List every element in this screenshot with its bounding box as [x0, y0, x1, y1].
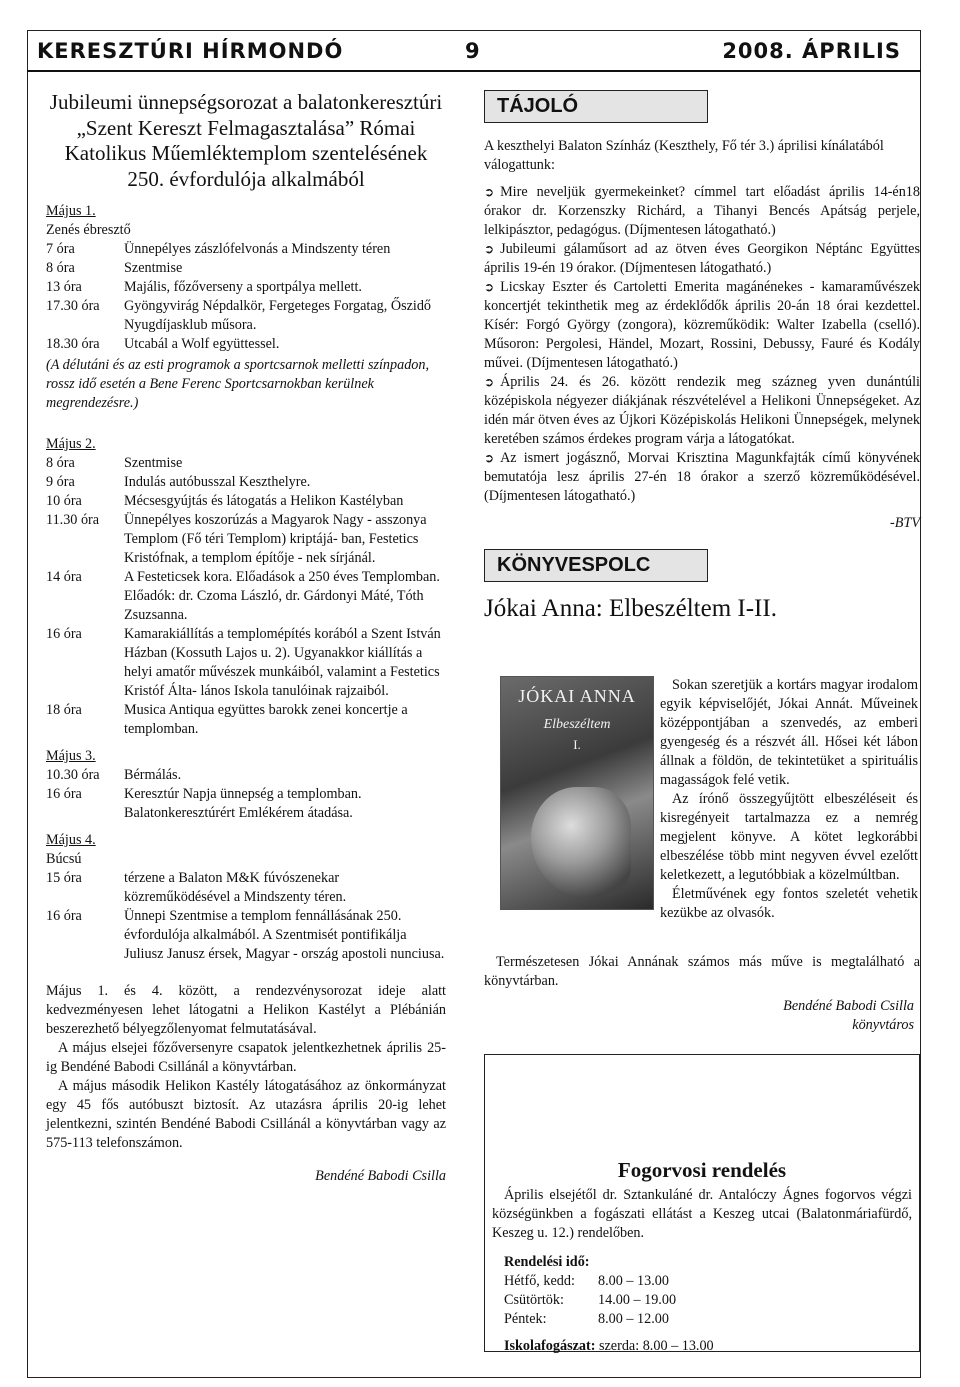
program-desc: Kamarakiállítás a templomépítés korából a Szent István Házban (Kossuth Lajos u. 2). Ugyanakkor kiállítás a helyi amatőr művészek munkáiból, valamint a Festetics Kristóf Álta- lános Iskola tanulóinak rajzaiból. — [124, 626, 441, 699]
program-time: 18 óra — [46, 702, 82, 718]
program-desc: Mécsesgyújtás és látogatás a Helikon Kastélyban — [124, 493, 404, 509]
arrow-bullet-icon: ➲ — [484, 375, 495, 389]
day-heading: Május 4. — [46, 832, 96, 848]
book-signature: Bendéné Babodi Csilla — [783, 998, 914, 1014]
day-heading: Május 1. — [46, 203, 96, 219]
program-desc: Ünnepi Szentmise a templom fennállásának 250. évfordulója alkalmából. A Szentmisét pontifikálja Juliusz Janusz érsek, Magyar - ország apostoli nunciusa. — [124, 908, 445, 962]
program-item — [46, 454, 446, 473]
program-item — [46, 766, 446, 785]
cover-title: Elbeszéltem — [543, 717, 611, 732]
hours-list — [504, 1272, 912, 1329]
program-desc: Majális, főzőverseny a sportpálya mellett. — [124, 279, 362, 295]
paragraph: A május elsejei főzőversenyre csapatok jelentkezhetnek április 25-ig Bendéné Babodi Csillánál a könyvtárban. — [46, 1040, 446, 1075]
tajolo-text: Licskay Eszter és Cartoletti Emerita magánénekes - kamaraművészek koncertjét tekinthetik meg az érdeklődők április 20-án 18 órai kezdettel. Kísér: Forgó György (zongora), közreműködik: Walter Izabella (cselló). Műsoron: Pergolesi, Händel, Mozart, Rossini, Debussy, Fauré és Kodály művei. (Díjmentesen látogatható.) — [484, 279, 920, 371]
paragraph: Május 1. és 4. között, a rendezvénysorozat ideje alatt kedvezményesen lehet látogatni a Helikon Kastélyt a Plébánián beszerezhető bélyegzőlenyomat felmutatásával. — [46, 983, 446, 1037]
newspaper-name: KERESZTÚRI HÍRMONDÓ — [37, 39, 344, 63]
program-item — [46, 473, 446, 492]
hours-time: 8.00 – 12.00 — [598, 1311, 669, 1327]
program-item — [46, 511, 446, 568]
program-desc: Musica Antiqua együttes barokk zenei koncertje a templomban. — [124, 702, 408, 737]
school-label: Iskolafogászat: — [504, 1338, 596, 1354]
hours-time: 14.00 – 19.00 — [598, 1292, 677, 1308]
cover-figure — [531, 787, 631, 897]
day-heading: Május 2. — [46, 436, 96, 452]
program-item — [46, 492, 446, 511]
program-desc: térzene a Balaton M&K fúvószenekar közreműködésével a Mindszenty téren. — [124, 870, 347, 905]
article-title: Jubileumi ünnepségsorozat a balatonkeresztúri „Szent Kereszt Felmagasztalása” Római Katolikus Műemléktemplom szentelésének 250. évfordulója alkalmából — [49, 90, 443, 191]
book-cover-image — [500, 676, 654, 910]
program-time: 17.30 óra — [46, 298, 100, 314]
program-item — [46, 335, 446, 354]
program-time: 18.30 óra — [46, 336, 100, 352]
program-desc: Szentmise — [124, 260, 183, 276]
dental-text: Április elsejétől dr. Sztankuláné dr. Antalóczy Ágnes fogorvos végzi községünkben a fogászati ellátást a Keszeg utcai (Balatonmáriafürdő, Keszeg u. 12.) rendelőben. — [492, 1187, 912, 1241]
program-item — [46, 907, 446, 964]
paragraph: A május második Helikon Kastély látogatásához az önkormányzat egy 45 fős autóbuszt biztosít. Az utazásra április 20-ig lehet jelentkezni, szintén Bendéné Babodi Csillánál a könyvtárban vagy az 575-113 telefonszámon. — [46, 1078, 446, 1151]
program-list — [46, 454, 446, 739]
page-number: 9 — [465, 39, 481, 63]
program-list — [46, 869, 446, 964]
program-desc: Szentmise — [124, 455, 183, 471]
program-time: 15 óra — [46, 870, 82, 886]
day-intro: Búcsú — [46, 851, 82, 867]
program-desc: Bérmálás. — [124, 767, 182, 783]
office-hours — [504, 1253, 912, 1356]
cover-author: JÓKAI ANNA — [518, 686, 636, 706]
program-time: 16 óra — [46, 786, 82, 802]
book-signature-role: könyvtáros — [852, 1017, 914, 1033]
program-desc: Utcabál a Wolf együttessel. — [124, 336, 280, 352]
hours-row — [504, 1272, 912, 1291]
hours-row — [504, 1310, 912, 1329]
program-time: 8 óra — [46, 455, 75, 471]
book-tail — [484, 953, 920, 1035]
arrow-bullet-icon: ➲ — [484, 242, 495, 256]
program-item — [46, 568, 446, 625]
program-item — [46, 240, 446, 259]
tajolo-text: Mire neveljük gyermekeinket? címmel tart előadást április 14-én18 órakor dr. Korzenszky Richárd, a Tihanyi Bencés Apátság perjele, lelkipásztor, pedagógus. (Díjmentesen látogatható.) — [484, 184, 920, 238]
tajolo-text: Jubileumi gálaműsort ad az ötven éves Georgikon Néptánc Együttes április 19-én 19 órakor. (Díjmentesen látogatható.) — [484, 241, 920, 276]
program-item — [46, 869, 446, 907]
program-time: 8 óra — [46, 260, 75, 276]
program-item — [46, 785, 446, 823]
book-review — [660, 676, 918, 923]
right-column-lower — [484, 0, 920, 1387]
signature: Bendéné Babodi Csilla — [315, 1168, 446, 1184]
program-time: 16 óra — [46, 908, 82, 924]
program-item — [46, 259, 446, 278]
arrow-bullet-icon: ➲ — [484, 280, 495, 294]
program-time: 16 óra — [46, 626, 82, 642]
program-list — [46, 766, 446, 823]
program-schedule — [46, 202, 446, 964]
tajolo-signature: -BTV — [890, 515, 920, 531]
program-time: 13 óra — [46, 279, 82, 295]
issue-date: 2008. ÁPRILIS — [722, 39, 901, 63]
day-heading: Május 3. — [46, 748, 96, 764]
arrow-bullet-icon: ➲ — [484, 451, 495, 465]
arrow-bullet-icon: ➲ — [484, 185, 495, 199]
program-desc: Indulás autóbusszal Keszthelyre. — [124, 474, 311, 490]
program-item — [46, 701, 446, 739]
program-item — [46, 297, 446, 335]
article-paragraphs — [46, 982, 446, 1186]
hours-day: Csütörtök: — [504, 1292, 564, 1308]
program-desc: A Festeticsek kora. Előadások a 250 éves Templomban. Előadók: dr. Czoma László, dr. Gárdonyi Máté, Tóth Zsuzsanna. — [124, 569, 440, 623]
program-time: 10.30 óra — [46, 767, 100, 783]
dental-notice — [484, 1158, 920, 1356]
program-desc: Gyöngyvirág Népdalkör, Fergeteges Forgatag, Őszidő Nyugdíjasklub műsora. — [124, 298, 432, 333]
hours-time: 8.00 – 13.00 — [598, 1273, 669, 1289]
program-item — [46, 278, 446, 297]
program-time: 7 óra — [46, 241, 75, 257]
tajolo-text: Az ismert jogásznő, Morvai Krisztina Magunkfajták című könyvének bemutatója lesz április 27-én 18 órakor a szerző közreműködésével. (Díjmentesen látogatható.) — [484, 450, 920, 504]
program-desc: Keresztúr Napja ünnepség a templomban. Balatonkeresztúrért Emlékérem átadása. — [124, 786, 362, 821]
program-note: (A délutáni és az esti programok a sportcsarnok melletti színpadon, rossz idő esetén a Bene Ferenc Sportcsarnokban kerülnek megrendezésre.) — [46, 357, 430, 411]
program-time: 10 óra — [46, 493, 82, 509]
paragraph: Sokan szeretjük a kortárs magyar irodalom egyik képviselőjét, Jókai Annát. Műveinek középpontjában a szenvedés, az emberi gyengeség és a részvét áll. Hősei két lábon állnak a földön, de tekintetüket a spirituális magasságok felé vetik. — [660, 677, 918, 788]
program-list — [46, 240, 446, 354]
left-column — [46, 90, 446, 1200]
cover-volume: I. — [573, 737, 581, 752]
program-time: 11.30 óra — [46, 512, 100, 528]
program-time: 9 óra — [46, 474, 75, 490]
program-item — [46, 625, 446, 701]
hours-day: Péntek: — [504, 1311, 547, 1327]
paragraph: Életművének egy fontos szeletét vehetik kezükbe az olvasók. — [660, 886, 918, 921]
tajolo-intro: A keszthelyi Balaton Színház (Keszthely, Fő tér 3.) áprilisi kínálatából válogattunk: — [484, 138, 884, 173]
program-desc: Ünnepélyes zászlófelvonás a Mindszenty téren — [124, 241, 391, 257]
section-header-tajolo: TÁJOLÓ — [484, 90, 708, 123]
day-intro: Zenés ébresztő — [46, 222, 131, 238]
paragraph: Az írónő összegyűjtött elbeszéléseit és kisregényeit tartalmazza ez a nemrég megjelent könyve. A kötet legkorábbi elbeszélése több mint negyven évvel ezelőtt keletkezett, a legutóbbiak a közelmúltban. — [660, 791, 918, 883]
program-time: 14 óra — [46, 569, 82, 585]
school-value: szerda: 8.00 – 13.00 — [598, 1338, 714, 1354]
tajolo-text: Április 24. és 26. között rendezik meg százneg yven dunántúli középiskola négyezer diákjának részvételével a Helikoni Ünnepségeket. Az idén már ötven éves az Újkori Középiskolás Helikoni Ünnepségek, melynek keretében számos érdekes program várja a látogatókat. — [484, 374, 920, 447]
paragraph: Természetesen Jókai Annának számos más műve is megtalálható a könyvtárban. — [484, 954, 920, 989]
hours-label: Rendelési idő: — [504, 1254, 590, 1270]
book-title: Jókai Anna: Elbeszéltem I-II. — [484, 595, 777, 622]
hours-row — [504, 1291, 912, 1310]
section-header-konyvespolc: KÖNYVESPOLC — [484, 549, 708, 582]
dental-title: Fogorvosi rendelés — [617, 1158, 787, 1182]
school-dental — [504, 1337, 912, 1356]
program-desc: Ünnepélyes koszorúzás a Magyarok Nagy - asszonya Templom (Fő téri Templom) kriptájá- ban, Festetics Kristófnak, a templom építője - nek sírjánál. — [124, 512, 427, 566]
spacer — [46, 413, 446, 427]
hours-day: Hétfő, kedd: — [504, 1273, 575, 1289]
